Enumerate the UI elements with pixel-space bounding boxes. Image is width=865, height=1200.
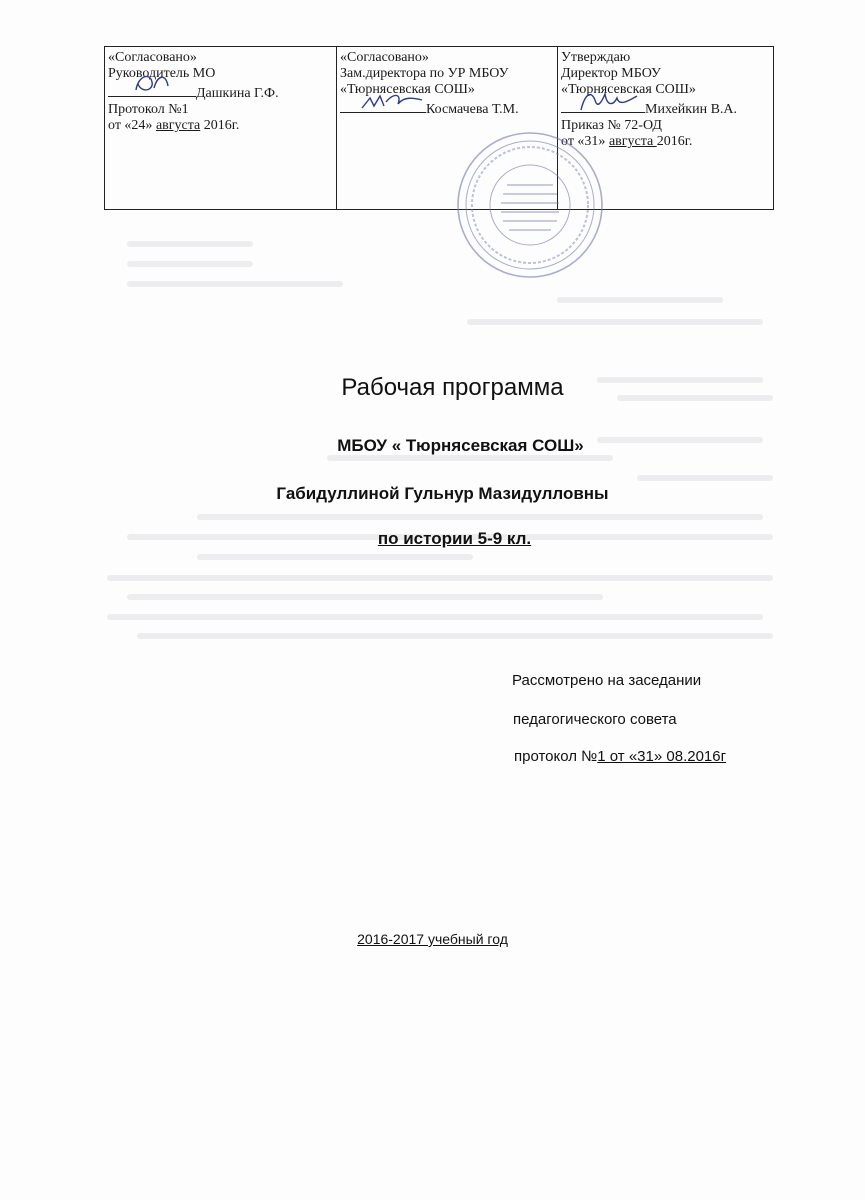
school-name: «Тюрнясевская СОШ» <box>561 82 696 97</box>
approval-cell-methodical <box>105 47 337 210</box>
protocol-date: 1 от «31» 08.2016г <box>597 748 727 765</box>
approval-signature-line <box>108 82 333 102</box>
approval-date <box>108 118 333 134</box>
school-stamp <box>455 130 605 280</box>
approval-signature-line <box>340 98 554 118</box>
date-month: августа <box>155 118 201 133</box>
review-line-2: педагогического совета <box>513 711 677 728</box>
approval-role: Руководитель МО <box>108 66 216 81</box>
document-title: Рабочая программа <box>341 374 564 401</box>
academic-year <box>0 931 865 947</box>
academic-year-text: 2016-2017 учебный год <box>357 931 508 947</box>
signature-mark <box>108 82 196 97</box>
handwritten-signature <box>340 84 426 112</box>
order-number: Приказ № 72-ОД <box>561 118 662 133</box>
approver-name: Дашкина Г.Ф. <box>196 86 279 101</box>
author-name: Габидуллиной Гульнур Мазидулловны <box>276 484 609 503</box>
approval-heading: «Согласовано» <box>340 50 429 65</box>
signature-mark <box>340 98 426 113</box>
signature-mark <box>561 98 645 113</box>
subject-line: по истории 5-9 кл. <box>377 529 532 548</box>
school-name: «Тюрнясевская СОШ» <box>340 82 475 97</box>
handwritten-signature <box>561 84 645 114</box>
approval-role: Директор МБОУ <box>561 66 661 81</box>
review-line-1: Рассмотрено на заседании <box>512 672 702 689</box>
approver-name: Космачева Т.М. <box>426 102 519 117</box>
approval-heading: «Согласовано» <box>108 50 197 65</box>
handwritten-signature <box>108 68 196 96</box>
approver-name: Михейкин В.А. <box>645 102 738 117</box>
school-heading: МБОУ « Тюрнясевская СОШ» <box>337 436 584 455</box>
review-line-3 <box>514 748 726 765</box>
approval-role: Зам.директора по УР МБОУ <box>340 66 509 81</box>
date-suffix: 2016г. <box>656 134 693 149</box>
date-suffix: 2016г. <box>200 118 240 133</box>
approval-signature-line <box>561 98 770 118</box>
date-prefix: от «31» <box>561 134 609 149</box>
approval-table <box>104 46 774 210</box>
approval-heading: Утверждаю <box>561 50 631 65</box>
protocol-number: Протокол №1 <box>108 102 189 117</box>
date-prefix: от «24» <box>108 118 156 133</box>
protocol-prefix: протокол № <box>514 748 598 765</box>
date-month: августа <box>608 134 657 149</box>
